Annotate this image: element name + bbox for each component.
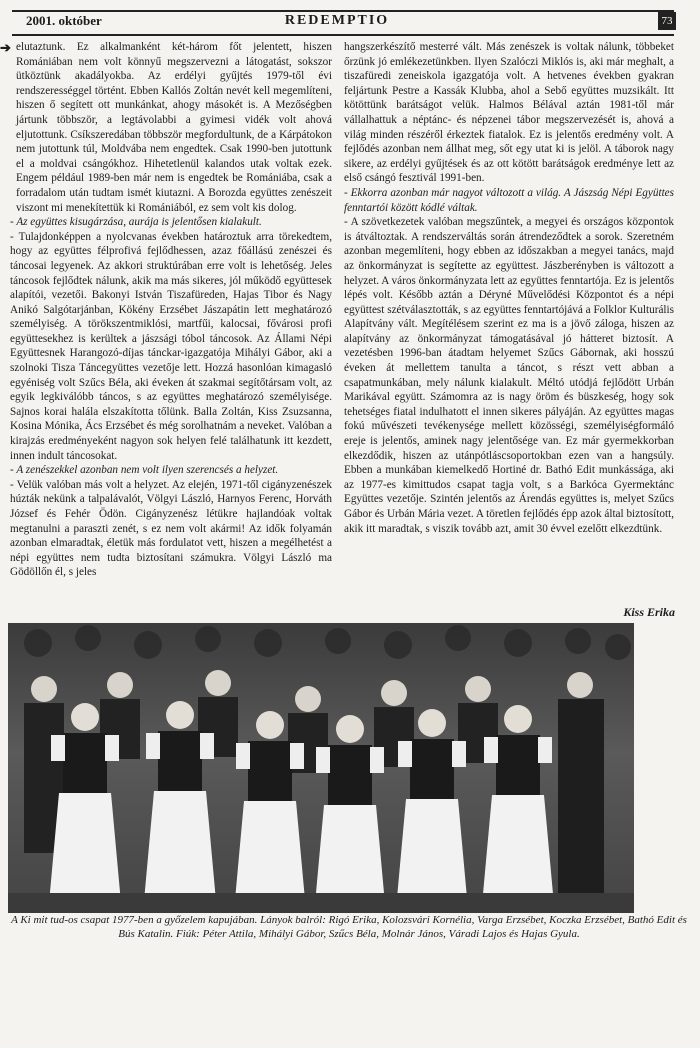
right-paragraph-1: hangszerkészítő mesterré vált. Más zenészek is voltak nálunk, többeket őrzünk jó emlékezetünkben. Ilyen Szalóczi Miklós is, aki már meghalt, a tiszafüredi zeneiskola igazgatója volt. A hetvenes években gyakran feljártunk Pestre a Kassák Klubba, ahol a Sebő együttes muzsikált. Itt kötöttünk barátságot velük. Halmos Bélával aztán 1981-től már vállalhattuk a néptánc- és népzenei tábor megszervezését is, ahová a világ minden részéről érkeztek fiatalok. Ez is jelentős eredmény volt. A fejlődés azonban nem állhat meg, sőt egy utat ki is jelöl. A táborok nagy sikere, az erdélyi gyűjtések és az ott kötött barátságok eredménye lett az első csángó fesztivál 1991-ben. (344, 41, 674, 185)
interview-question-3: - Ekkorra azonban már nagyot változott a világ. A Jászság Népi Együttes fenntartói között kódlé váltak. (344, 186, 674, 214)
left-paragraph-2: - Tulajdonképpen a nyolcvanas években határoztuk arra törekedtem, hogy az együttes félprofivá fejlődhessen, azaz főállású zenészei és táncosai legyenek. Az akkori struktúrában erre volt is lehetőség. Jeles táncosok fejlődtek nálunk, akik ma más sikeres, jól működő együttesek alapítói, vezetői. Bakonyi István Tiszafüreden, Hajas Tibor és Nagy Anikó Salgótarjánban, Kökény Erzsébet Jászapátin lett meghatározó személyiség. A törökszentmiklósi, martfűi, kalocsai, fővárosi profi együttesekhez is kerültek a jászsági tóbol táncosok. Az Állami Népi Együttesnek Harangozó-díjas tánckar-igazgatója Mihályi Gábor, aki a szolnoki Tisza Táncegyüttes vezetője lett. Hozzá hasonlóan kimagasló egyéniség volt Szűcs Béla, aki éveken át szakmai segítőtársam volt, az egyik legkiválóbb táncos, s az együttes meghatározó személyisége. Sajnos korai halála elszakította tőlünk. Balla Zoltán, Kiss Zsuzsanna, Kosina Mónika, Ács Erzsébet és még sorolhatnám a neveket. Valóban a kirajzás eredményeként nagyon sok helyen felé találhatunk itt kezdett, innen indult táncosokat. (10, 230, 332, 462)
author-signature: Kiss Erika (623, 605, 675, 619)
issue-date: 2001. október (26, 13, 102, 28)
dancers-photo-illustration (8, 623, 634, 913)
left-text-column (10, 40, 332, 580)
photo-caption: A Ki mit tud-os csapat 1977-ben a győzelem kapujában. Lányok balról: Rigó Erika, Kolozsvári Kornélia, Varga Erzsébet, Koczka Erzsébet, Bathó Edit és Bús Katalin. Fiúk: Péter Attila, Mihályi Gábor, Szűcs Béla, Molnár János, Váradi Lajos és Hajas Gyula. (11, 914, 687, 940)
right-text-column (344, 40, 674, 536)
page-header (12, 10, 674, 36)
interview-question-1: - Az együttes kisugárzása, aurája is jelentősen kialakult. (10, 216, 262, 229)
interview-question-2: - A zenészekkel azonban nem volt ilyen szerencsés a helyzet. (10, 464, 279, 477)
continuation-arrow-icon: ➔ (0, 40, 11, 55)
left-paragraph-3: - Velük valóban más volt a helyzet. Az elején, 1971-től cigányzenészek húzták nekünk a talpalávalót, Völgyi László, Harnyos Ferenc, Horváth József és Fehér Ödön. Cigányzenész létükre hajlandóak voltak megtanulni a paraszti zenét, s ez nem volt akármi! Az idők folyamán azonban elmaradtak, életük más fordulatot vett, hiszen a megélhetést a népi együttes nem tudta biztosítani számukra. Völgyi László ma Gödöllőn él, s jeles (10, 478, 332, 579)
journal-title: REDEMPTIO (284, 13, 390, 28)
right-paragraph-2: - A szövetkezetek valóban megszűntek, a megyei és országos központok is átváltoztak. A rendszerváltás során átrendeződtek a sorok. Szeretném azonban megemlíteni, hogy ebben az időszakban a megyei tanács, majd az önkormányzat is segítette az együttest. Jászberényben is változott a helyzet. A város önkormányzata lett az együttes fenntartója. Ez is jelentős lépés volt. Később aztán a Déryné Művelődési Központot és a népi együttest szétválasztották, s az együttes fenntartójává a Folklor Kulturális Alapítvány vált. Megítélésem szerint ez ma is a jövő záloga, hiszen az alapítvány az önkormányzat támogatásával jó hátteret biztosít. A vezetésben 1996-ban átadtam helyemet Szűcs Gábornak, aki hosszú éveken át mellettem tanulta a táncot, s részt vett abban a csapatmunkában, mely nálunk kialakult. Méltó utódjá fejlődött Urbán Marikával együtt. Számomra az is nagy öröm és büszkeség, hogy sok tehetséges fiatal indulhatott el innen sikeres pályáján. Az együttes magas fokú művészeti tevékenysége mellett közösségi, személyiségformáló ereje is jelentős, aminek nagy jelentősége van. Ez már gyermekkorban elkezdődik, hiszen az utánpótláscsoportokban ezen van a hangsúly. Ebben a munkában kiemelkedő Hortiné dr. Bathó Edit munkássága, aki az 1977-es kimittudos csapat tagja volt, s a Barkóca Gyermektánc Együttes vezetője. Szintén jelentős az Árendás együttes is, melyet Szűcs Gábor és Urbán Mária vezet. A töretlen fejlődés épp azok által biztosított, akik itt maradtak, s viszik tovább azt, amit 30 évvel ezelőtt elkezdtünk. (344, 216, 674, 535)
group-photo (8, 623, 634, 913)
left-paragraph-1: elutaztunk. Ez alkalmanként két-három főt jelentett, hiszen Romániában nem volt könnyű megszervezni a látogatást, sokszor ütköztünk akadályokba. Az erdélyi gyűjtés 1979-től évi rendszerességgel történt. Ebben Kallós Zoltán nevét kell megemlíteni, hiszen ő segített ott munkánkat, ahogy másokét is. A Mezőségben jártunk többször, a legtávolabbi a gyimesi vidék volt ahová eljutottunk. Csíkszeredában többször megfordultunk, de a Kárpátokon nem jutottunk túl, Moldvába nem engedtek. Csak 1990-ben jutottunk el a moldvai csángókhoz. Hihetetlenül kalandos utak voltak ezek. Engem például 1989-ben már nem is engedtek be Romániába, csak a forradalom után tudtam ismét kiutazni. A Borozda együttes zenészeit viszont mi menekítettük ki Romániából, ez sem volt kis dolog. (16, 41, 332, 214)
page-number: 73 (658, 12, 676, 30)
